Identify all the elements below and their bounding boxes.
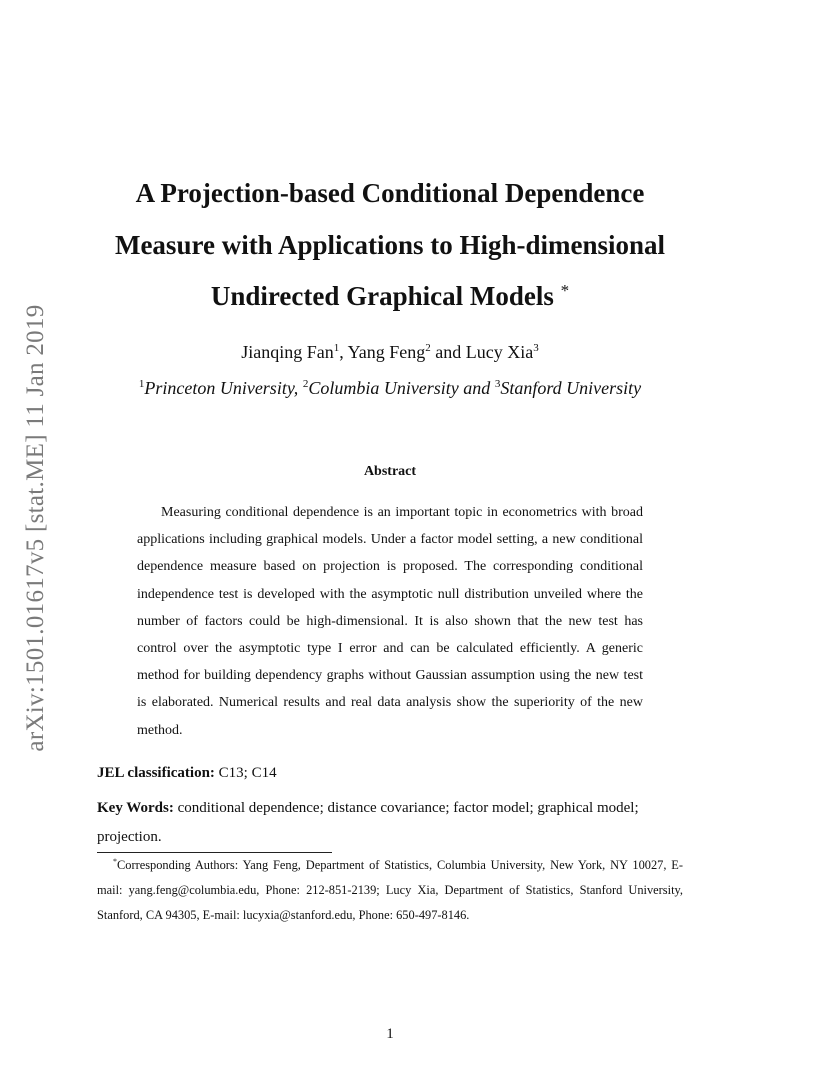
title-line-3 bbox=[60, 271, 720, 323]
affiliation-2: Columbia University and bbox=[308, 378, 495, 398]
author-separator-1: , bbox=[339, 342, 348, 362]
page-number: 1 bbox=[386, 1026, 394, 1042]
title-line-1: A Projection-based Conditional Dependence bbox=[135, 178, 645, 208]
affiliation-3: Stanford University bbox=[500, 378, 642, 398]
affiliation-1: Princeton University, bbox=[144, 378, 303, 398]
jel-value: C13; C14 bbox=[214, 765, 277, 781]
footnote-mark: * bbox=[113, 857, 117, 866]
keywords-value: conditional dependence; distance covariance; factor model; graphical model; projection. bbox=[97, 800, 639, 845]
affiliation-sup-3: 3 bbox=[494, 378, 501, 390]
author-name-2: Yang Feng bbox=[347, 342, 426, 362]
author-separator-2: and bbox=[430, 342, 466, 362]
title-line-3-text: Undirected Graphical Models bbox=[210, 281, 554, 311]
jel-classification bbox=[97, 765, 277, 782]
author-sup-2: 2 bbox=[425, 342, 431, 354]
author-sup-3: 3 bbox=[533, 342, 539, 354]
affiliation-list bbox=[60, 378, 720, 399]
affiliation-sup-1: 1 bbox=[138, 378, 145, 390]
footnote-text: Corresponding Authors: Yang Feng, Department of Statistics, Columbia University, New York, NY 10027, E-mail: yang.feng@columbia.edu, Phone: 212-851-2139; Lucy Xia, Department of Statistics, Stanford University, Stanford, CA 94305, E-mail: lucyxia@stanford.edu, Phone: 650-497-8146. bbox=[97, 858, 683, 922]
corresponding-authors-footnote bbox=[97, 853, 683, 928]
author-list bbox=[60, 342, 720, 363]
title-footnote-mark: * bbox=[560, 281, 570, 300]
key-words bbox=[97, 794, 687, 852]
title-line-2: Measure with Applications to High-dimensional bbox=[114, 229, 666, 260]
abstract-heading: Abstract bbox=[363, 464, 417, 479]
affiliation-sup-2: 2 bbox=[302, 378, 309, 390]
abstract-body: Measuring conditional dependence is an important topic in econometrics with broad applications including graphical models. Under a factor model setting, a new conditional dependence measure based on projection is proposed. The corresponding conditional independence test is developed with the asymptotic null distribution unveiled where the number of factors could be high-dimensional. It is also shown that the new test has control over the asymptotic type I error and can be calculated efficiently. A generic method for building dependency graphs without Gaussian assumption using the new test is elaborated. Numerical results and real data analysis show the superiority of the new method. bbox=[137, 505, 643, 738]
author-sup-1: 1 bbox=[333, 342, 340, 354]
paper-title bbox=[60, 168, 720, 323]
arxiv-side-stamp: arXiv:1501.01617v5 [stat.ME] 11 Jan 2019 bbox=[22, 304, 49, 752]
author-name-3: Lucy Xia bbox=[465, 342, 534, 362]
keywords-label: Key Words: bbox=[97, 800, 174, 816]
jel-label: JEL classification: bbox=[97, 765, 215, 781]
author-name-1: Jianqing Fan bbox=[241, 342, 334, 362]
